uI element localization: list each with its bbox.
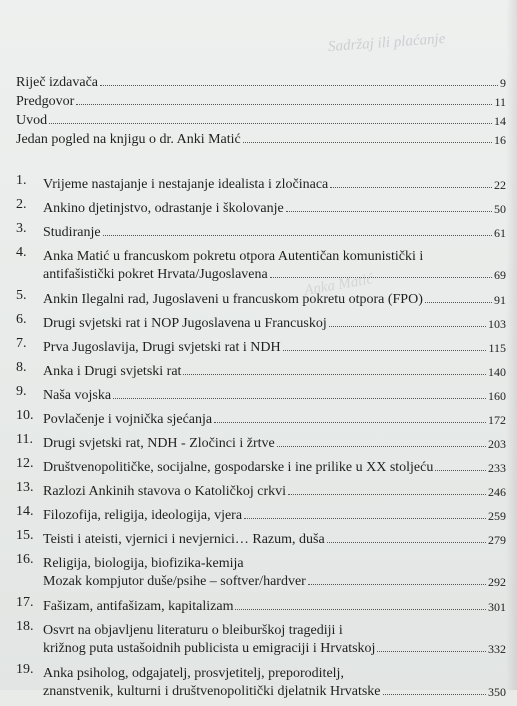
chapter-number: 8. <box>16 360 27 375</box>
chapter-entry <box>43 198 506 216</box>
dot-leader <box>235 609 486 610</box>
dot-leader <box>286 211 492 212</box>
chapter-title: Fašizam, antifašizam, kapitalizam <box>43 599 234 614</box>
chapter-page-number: 140 <box>488 365 506 379</box>
toc-page-number: 9 <box>500 76 506 90</box>
dot-leader <box>76 104 492 105</box>
chapter-page-number: 91 <box>494 293 506 307</box>
chapter-page-number: 22 <box>494 178 506 192</box>
chapter-title-line <box>43 433 506 451</box>
show-through-text-middle: Anka Matić <box>303 271 375 299</box>
chapter-title: Filozofija, religija, ideologija, vjera <box>43 508 243 523</box>
chapter-title: Studiranje <box>43 225 101 240</box>
chapter-title-line <box>43 638 506 656</box>
dot-leader <box>103 235 492 236</box>
chapter-title: Anka psiholog, odgajatelj, prosvjetitelj, preporoditelj, <box>43 666 344 681</box>
chapter-number: 19. <box>16 662 34 677</box>
chapter-entry <box>43 337 506 355</box>
show-through-text-top: Sadržaj ili plaćanje <box>327 30 446 56</box>
chapter-title: križnog puta ustašoidnih publicista u emigraciji i Hrvatskoj <box>43 641 376 656</box>
chapter-title: znanstvenik, kulturni i društvenopolitički djelatnik Hrvatske <box>43 684 381 699</box>
chapter-title-line <box>43 663 506 681</box>
chapter-title: Anka Matić u francuskom pokretu otpora Autentičan komunistički i <box>43 249 424 264</box>
chapter-page-number: 350 <box>488 685 506 699</box>
front-matter-item <box>16 110 506 128</box>
chapter-item <box>16 457 506 481</box>
chapter-title-line <box>43 264 506 282</box>
dot-leader <box>183 374 486 375</box>
chapter-title: Ankino djetinjstvo, odrastanje i školovanje <box>43 201 284 216</box>
chapter-title-line <box>43 313 506 331</box>
chapter-page-number: 301 <box>488 600 506 614</box>
chapter-entry <box>43 620 506 656</box>
chapter-number: 1. <box>16 173 27 188</box>
chapter-title-line <box>43 409 506 427</box>
dot-leader <box>283 350 487 351</box>
chapter-title-line <box>43 385 506 403</box>
chapter-item <box>16 409 506 433</box>
dot-leader <box>288 494 486 495</box>
chapter-title-line <box>43 198 506 216</box>
front-matter-item <box>16 72 506 90</box>
chapter-number: 12. <box>16 456 34 471</box>
chapter-number: 4. <box>16 245 27 260</box>
chapter-title: Ankin Ilegalni rad, Jugoslaveni u francuskom pokretu otpora (FPO) <box>43 292 423 307</box>
chapter-entry <box>43 385 506 403</box>
chapter-page-number: 233 <box>488 461 506 475</box>
chapter-title: Drugi svjetski rat i NOP Jugoslavena u Francuskoj <box>43 316 327 331</box>
front-matter-item <box>16 129 506 147</box>
chapter-title-line <box>43 529 506 547</box>
dot-leader <box>277 446 486 447</box>
dot-leader <box>113 398 486 399</box>
toc-title: Jedan pogled na knjigu o dr. Anki Matić <box>16 132 241 147</box>
chapter-title-line <box>43 361 506 379</box>
chapter-page-number: 61 <box>494 226 506 240</box>
chapter-number: 2. <box>16 197 27 212</box>
chapter-number: 13. <box>16 480 34 495</box>
chapter-entry <box>43 505 506 523</box>
chapter-page-number: 103 <box>488 317 506 331</box>
chapter-title-line <box>43 553 506 571</box>
chapter-title: Anka i Drugi svjetski rat <box>43 364 182 379</box>
chapter-title-line <box>43 457 506 475</box>
chapter-item <box>16 361 506 385</box>
toc-title: Riječ izdavača <box>16 75 99 90</box>
chapter-page-number: 279 <box>488 533 506 547</box>
chapter-title-line <box>43 620 506 638</box>
toc-title: Predgovor <box>16 94 75 109</box>
chapter-entry <box>43 313 506 331</box>
chapter-page-number: 172 <box>488 413 506 427</box>
chapter-page-number: 160 <box>488 389 506 403</box>
front-matter-item <box>16 91 506 109</box>
chapter-title: antifašistički pokret Hrvata/Jugoslavena <box>43 267 268 282</box>
chapter-page-number: 115 <box>488 341 506 355</box>
chapter-item <box>16 529 506 553</box>
dot-leader <box>377 651 486 652</box>
chapter-item <box>16 433 506 457</box>
chapter-number: 11. <box>16 432 33 447</box>
chapter-item <box>16 481 506 505</box>
chapter-number: 18. <box>16 619 34 634</box>
dot-leader <box>49 123 492 124</box>
chapter-title: Naša vojska <box>43 388 112 403</box>
chapter-item <box>16 620 506 663</box>
chapter-number: 9. <box>16 384 27 399</box>
chapter-number: 5. <box>16 288 27 303</box>
chapter-item <box>16 553 506 596</box>
toc-page-number: 16 <box>494 133 506 147</box>
chapter-title: Mozak kompjutor duše/psihe – softver/hardver <box>43 574 306 589</box>
chapter-item <box>16 337 506 361</box>
chapter-item <box>16 663 506 706</box>
dot-leader <box>308 584 486 585</box>
chapter-number: 17. <box>16 595 34 610</box>
chapter-title: Vrijeme nastajanje i nestajanje idealista i zločinaca <box>43 177 329 192</box>
dot-leader <box>330 187 492 188</box>
chapter-item <box>16 198 506 222</box>
chapter-title-line <box>43 571 506 589</box>
chapter-page-number: 292 <box>488 575 506 589</box>
chapter-title: Društvenopolitičke, socijalne, gospodarske i ine prilike u XX stoljeću <box>43 460 434 475</box>
chapter-title: Povlačenje i vojnička sjećanja <box>43 412 213 427</box>
chapter-item <box>16 222 506 246</box>
chapter-entry <box>43 289 506 307</box>
chapter-page-number: 259 <box>488 509 506 523</box>
chapter-number: 16. <box>16 552 34 567</box>
dot-leader <box>270 277 492 278</box>
chapter-title: Osvrt na objavljenu literaturu o bleiburškoj tragediji i <box>43 623 343 638</box>
chapter-title: Prva Jugoslavija, Drugi svjetski rat i NDH <box>43 340 281 355</box>
chapter-page-number: 69 <box>494 268 506 282</box>
chapter-number: 7. <box>16 336 27 351</box>
chapter-page-number: 246 <box>488 485 506 499</box>
chapter-number: 6. <box>16 312 27 327</box>
chapter-title-line <box>43 337 506 355</box>
dot-leader <box>383 694 487 695</box>
chapter-title: Razlozi Ankinih stavova o Katoličkoj crkvi <box>43 484 287 499</box>
chapter-number: 14. <box>16 504 34 519</box>
chapter-number: 3. <box>16 221 27 236</box>
chapter-item <box>16 313 506 337</box>
chapter-item <box>16 174 506 198</box>
chapter-title: Teisti i ateisti, vjernici i nevjernici… Razum, duša <box>43 532 325 547</box>
chapter-title-line <box>43 481 506 499</box>
dot-leader <box>100 85 498 86</box>
chapter-entry <box>43 361 506 379</box>
page-edge-shadow <box>506 0 517 690</box>
chapter-entry <box>43 246 506 282</box>
dot-leader <box>244 518 486 519</box>
chapter-item <box>16 505 506 529</box>
chapter-title-line <box>43 246 506 264</box>
toc-page-number: 11 <box>494 95 506 109</box>
dot-leader <box>435 470 486 471</box>
chapter-entry <box>43 481 506 499</box>
dot-leader <box>327 542 486 543</box>
chapter-title: Drugi svjetski rat, NDH - Zločinci i žrtve <box>43 436 275 451</box>
chapter-item <box>16 246 506 289</box>
chapter-title-line <box>43 289 506 307</box>
dot-leader <box>425 302 492 303</box>
chapter-number: 15. <box>16 528 34 543</box>
chapter-title-line <box>43 596 506 614</box>
chapter-list <box>16 174 506 706</box>
front-matter-list <box>16 72 506 147</box>
toc-page-number: 14 <box>494 114 506 128</box>
chapter-number: 10. <box>16 408 34 423</box>
chapter-entry <box>43 222 506 240</box>
table-of-contents <box>16 72 506 706</box>
chapter-item <box>16 289 506 313</box>
dot-leader <box>243 142 492 143</box>
chapter-entry <box>43 409 506 427</box>
chapter-entry <box>43 433 506 451</box>
chapter-title-line <box>43 681 506 699</box>
toc-title: Uvod <box>16 113 48 128</box>
chapter-entry <box>43 553 506 589</box>
chapter-title: Religija, biologija, biofizika-kemija <box>43 556 244 571</box>
chapter-item <box>16 596 506 620</box>
chapter-entry <box>43 596 506 614</box>
chapter-entry <box>43 174 506 192</box>
chapter-entry <box>43 457 506 475</box>
dot-leader <box>329 326 486 327</box>
chapter-entry <box>43 529 506 547</box>
chapter-title-line <box>43 505 506 523</box>
chapter-entry <box>43 663 506 699</box>
chapter-title-line <box>43 174 506 192</box>
chapter-page-number: 332 <box>488 642 506 656</box>
chapter-page-number: 203 <box>488 437 506 451</box>
chapter-title-line <box>43 222 506 240</box>
chapter-item <box>16 385 506 409</box>
dot-leader <box>214 422 486 423</box>
chapter-page-number: 50 <box>494 202 506 216</box>
